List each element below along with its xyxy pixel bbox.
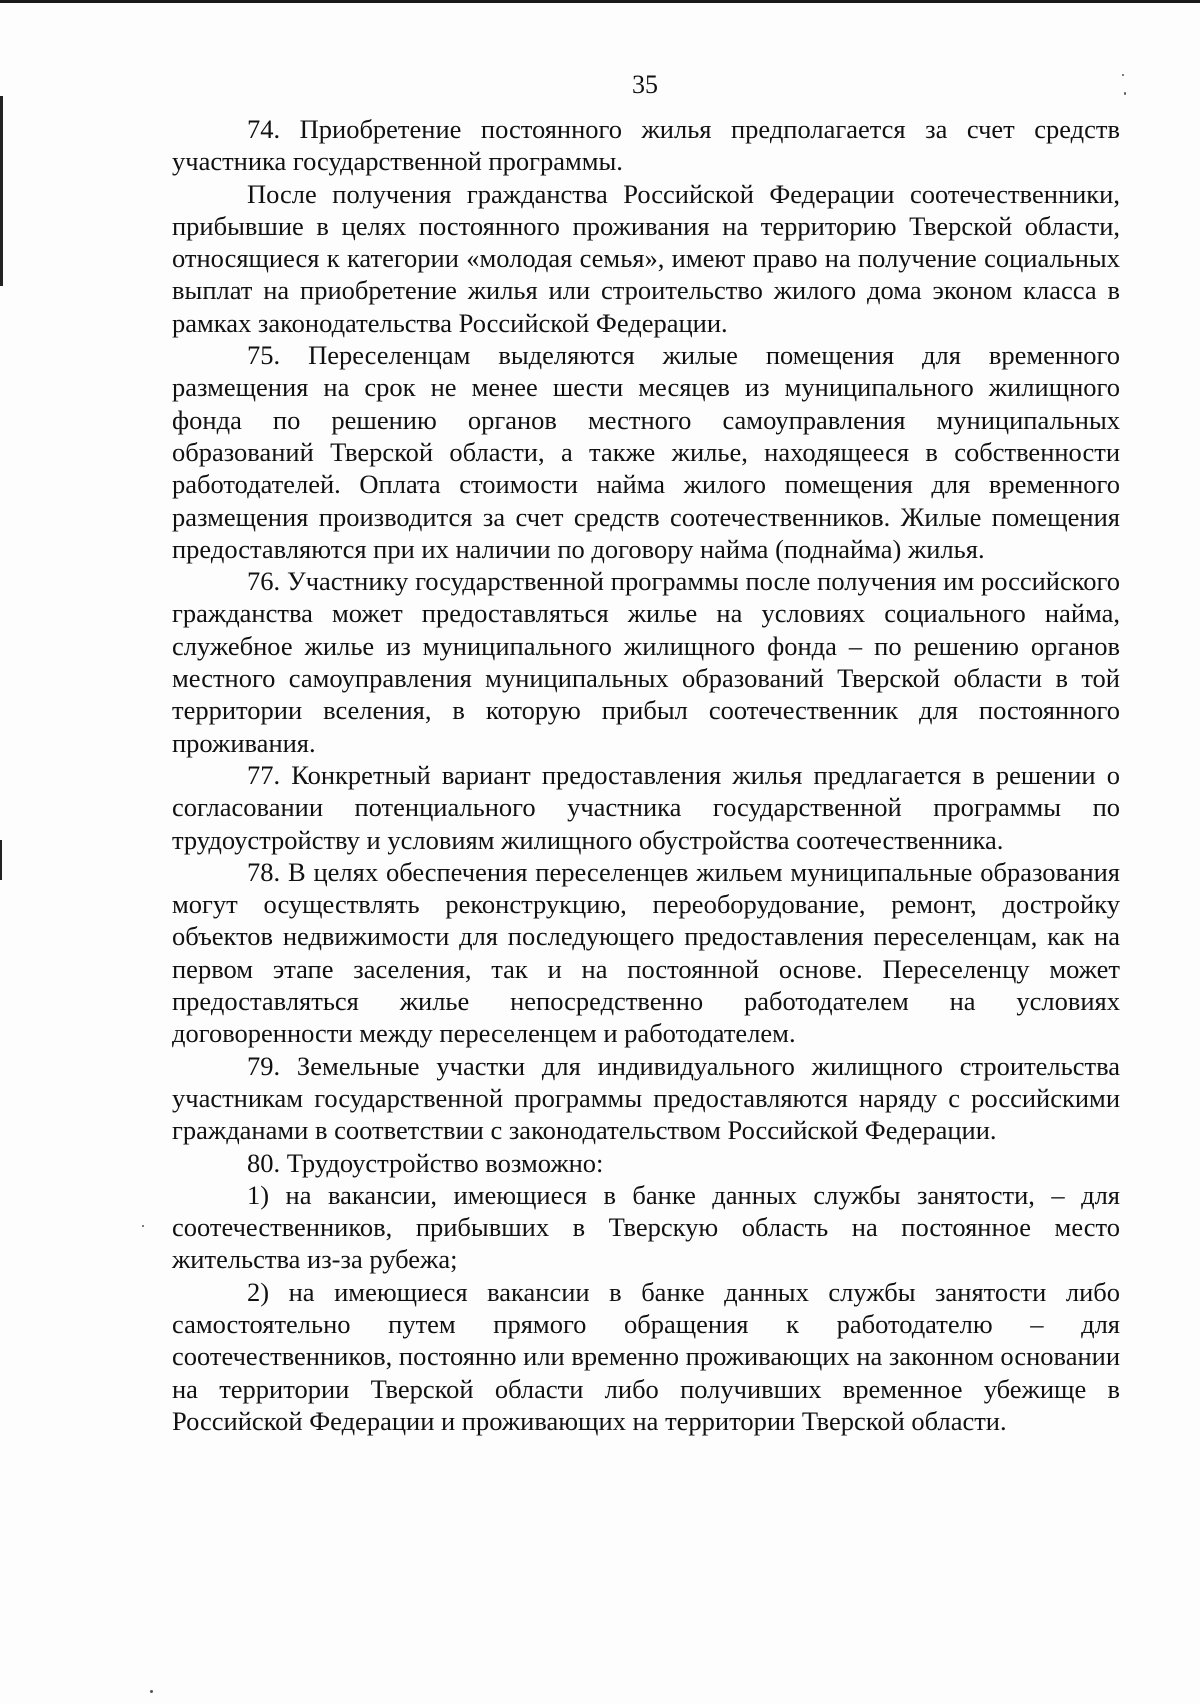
paragraph-80-item-2: 2) на имеющиеся вакансии в банке данных службы занятости либо самостоятельно путем прямого обращения к работодателю – для соотечественников, постоянно или временно проживающих на законном основании на территории Тверской области либо получивших временное убежище в Российской Федерации и проживающих на территории Тверской области. xyxy=(172,1276,1121,1436)
paragraph-77: 77. Конкретный вариант предоставления жилья предлагается в решении о согласовании потенциального участника государственной программы по трудоустройству и условиям жилищного обустройства соотечественника. xyxy=(172,759,1120,855)
paragraph-80-item-1: 1) на вакансии, имеющиеся в банке данных службы занятости, – для соотечественников, прибывших в Тверскую область на постоянное место жительства из-за рубежа; xyxy=(172,1179,1120,1275)
paragraph-75: 75. Переселенцам выделяются жилые помещения для временного размещения на срок не менее шести месяцев из муниципального жилищного фонда по решению органов местного самоуправления муниципальных образований Тверской области, а также жилье, находящееся в собственности работодателей. Оплата стоимости найма жилого помещения для временного размещения производится за счет средств соотечественников. Жилые помещения предоставляются при их наличии по договору найма (поднайма) жилья. xyxy=(172,340,1120,564)
scan-left-edge-mark xyxy=(0,840,2,880)
paragraph-74: 74. Приобретение постоянного жилья предполагается за счет средств участника государственной программы. xyxy=(172,114,1120,177)
document-body xyxy=(172,113,1120,1437)
paragraph-76: 76. Участнику государственной программы после получения им российского гражданства может предоставляться жилье на условиях социального найма, служебное жилье из муниципального жилищного фонда – по решению органов местного самоуправления муниципальных образований Тверской области в той территории вселения, в которую прибыл соотечественник для постоянного проживания. xyxy=(172,566,1120,758)
paragraph-79: 79. Земельные участки для индивидуального жилищного строительства участникам государственной программы предоставляются наряду с российскими гражданами в соответствии с законодательством Российской Федерации. xyxy=(172,1050,1120,1146)
scan-speck xyxy=(150,1690,153,1693)
paragraph-74-continuation: После получения гражданства Российской Федерации соотечественники, прибывшие в целях постоянного проживания на территорию Тверской области, относящиеся к категории «молодая семья», имеют право на получение социальных выплат на приобретение жилья или строительство жилого дома эконом класса в рамках законодательства Российской Федерации. xyxy=(172,178,1120,338)
scan-top-edge xyxy=(0,0,1200,3)
paragraph-80: 80. Трудоустройство возможно: xyxy=(247,1147,604,1178)
scan-speck xyxy=(142,1225,144,1227)
paragraph-78: 78. В целях обеспечения переселенцев жильем муниципальные образования могут осуществлять реконструкцию, переоборудование, ремонт, достройку объектов недвижимости для последующего предоставления переселенцам, как на первом этапе заселения, так и на постоянной основе. Переселенцу может предоставляться жилье непосредственно работодателем на условиях договоренности между переселенцем и работодателем. xyxy=(172,856,1120,1049)
page-number: 35 xyxy=(632,70,658,99)
scan-left-edge-mark xyxy=(0,96,3,286)
